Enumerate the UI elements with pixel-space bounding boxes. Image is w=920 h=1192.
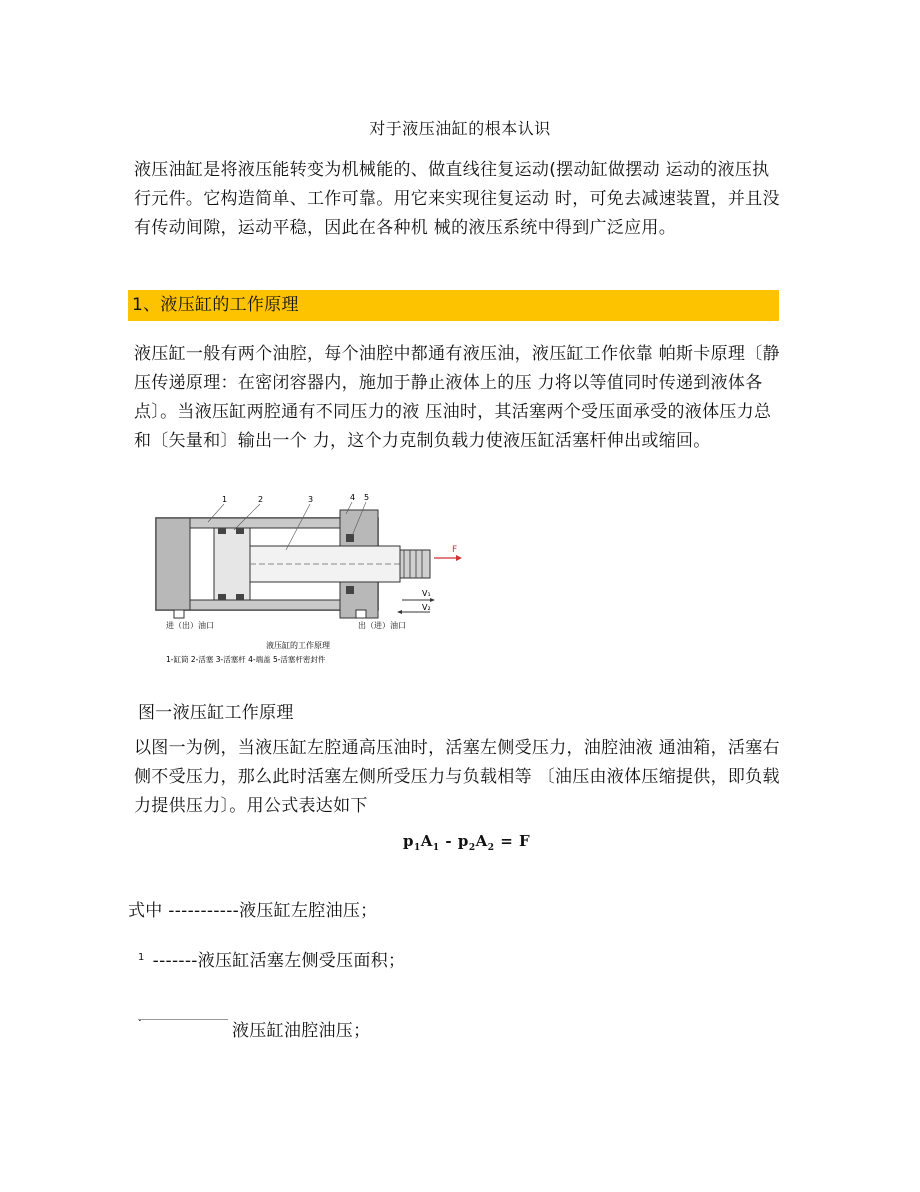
intro-text: 液压油缸是将液压能转变为机械能的、做直线往复运动(摆动缸做摆动 运动的液压执行元件。它构造简单、工作可靠。用它来实现往复运动 时，可免去减速装置，并且没有传动间隙，运动平稳，因此在各种机 械的液压系统中得到广泛应用。 bbox=[134, 160, 780, 238]
piston-seal-bottom-2 bbox=[236, 594, 244, 600]
inlet-label: 进（出）油口 bbox=[166, 621, 214, 630]
part-number-1: 1 bbox=[222, 495, 228, 504]
definition-dot: . bbox=[138, 1010, 142, 1024]
definition-left-pressure: 式中 -----------液压缸左腔油压； bbox=[128, 901, 378, 921]
part-number-4: 4 bbox=[350, 493, 356, 502]
piston-seal-top bbox=[218, 528, 226, 534]
definition-piston-area bbox=[138, 946, 405, 971]
principle-text: 液压缸一般有两个油腔，每个油腔中都通有液压油，液压缸工作依靠 帕斯卡原理〔静压传递原理：在密闭容器内，施加于静止液体上的压 力将以等值同时传递到液体各点〕。当液压缸两腔通有不同压力的液 压油时，其活塞两个受压面承受的液体压力总和〔矢量和〕输出一个 力，这个力克制负载力使液压缸活塞杆伸出或缩回。 bbox=[134, 344, 780, 451]
document-title: 对于液压油缸的根本认识 bbox=[369, 119, 551, 138]
piston-seal-top-2 bbox=[236, 528, 244, 534]
definition-chamber-pressure-text: 液压缸油腔油压； bbox=[232, 1021, 371, 1041]
piston bbox=[214, 528, 250, 600]
definition-piston-area-text: -------液压缸活塞左侧受压面积； bbox=[152, 951, 406, 971]
part-number-5: 5 bbox=[364, 493, 370, 502]
force-label: F bbox=[452, 545, 458, 555]
example-paragraph bbox=[134, 734, 782, 821]
v2-label: V₂ bbox=[422, 603, 431, 612]
part-number-2: 2 bbox=[258, 495, 264, 504]
section-heading: 1、液压缸的工作原理 bbox=[128, 290, 779, 321]
outlet-label: 出（进）油口 bbox=[358, 621, 406, 630]
principle-paragraph bbox=[134, 340, 782, 456]
force-formula: $p_1A_1 - p_2A_2 = F$ bbox=[403, 832, 531, 853]
definition-rule bbox=[138, 1019, 228, 1020]
force-arrow-head bbox=[456, 555, 462, 561]
cylinder-diagram bbox=[146, 488, 466, 666]
figure-caption: 图一液压缸工作原理 bbox=[138, 703, 294, 723]
example-text: 以图一为例，当液压缸左腔通高压油时，活塞左侧受压力，油腔油液 通油箱，活塞右侧不受压力，那么此时活塞左侧所受压力与负载相等 〔油压由液体压缩提供，即负载力提供压力〕。用公式表达如下 bbox=[134, 738, 780, 816]
piston-seal-bottom bbox=[218, 594, 226, 600]
barrel-bottom-wall bbox=[190, 600, 340, 610]
intro-paragraph bbox=[134, 156, 782, 243]
v1-label: V₁ bbox=[422, 589, 431, 598]
rod-seal-top bbox=[346, 534, 354, 542]
outlet-port bbox=[356, 610, 366, 618]
inlet-port bbox=[174, 610, 184, 618]
figure-part-legend: 1-缸筒 2-活塞 3-活塞杆 4-端盖 5-活塞杆密封件 bbox=[166, 655, 326, 664]
part-number-3: 3 bbox=[308, 495, 314, 504]
cylinder-diagram-svg bbox=[146, 488, 466, 666]
barrel-top-wall bbox=[190, 518, 340, 528]
figure-inner-title: 液压缸的工作原理 bbox=[266, 641, 330, 650]
rod-seal-bottom bbox=[346, 586, 354, 594]
left-end-cap bbox=[156, 518, 190, 610]
definition-superscript: 1 bbox=[138, 952, 145, 963]
